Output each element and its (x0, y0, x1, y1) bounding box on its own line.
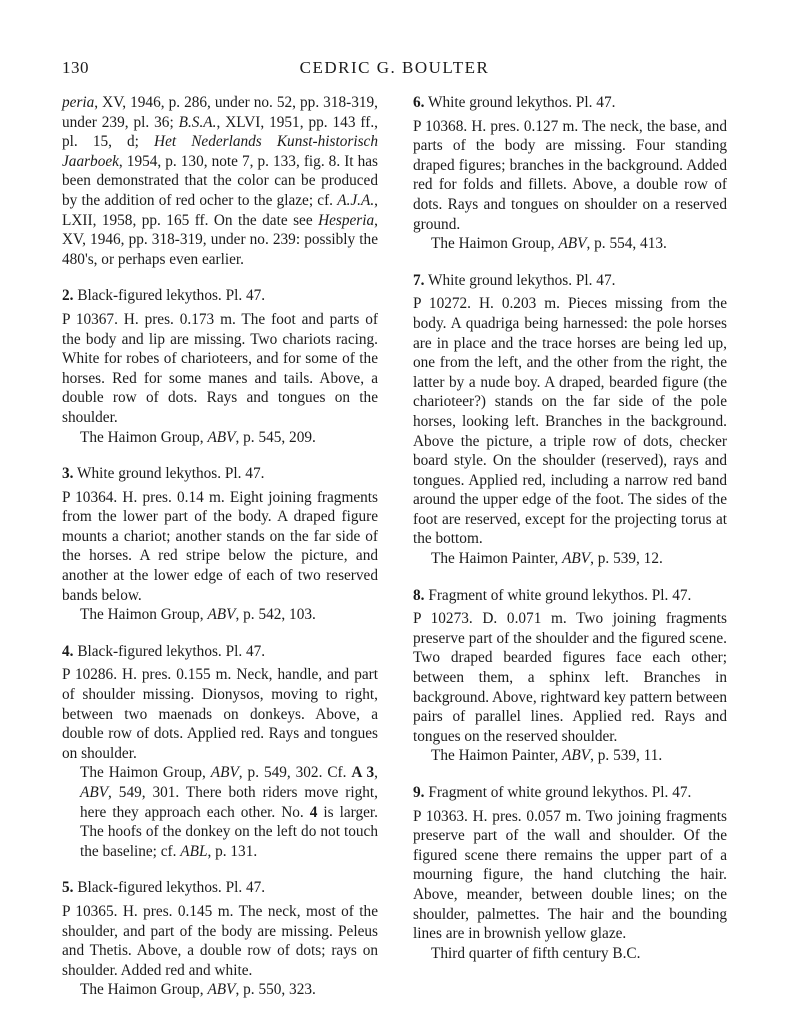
entry-title (413, 586, 727, 606)
catalog-entry-4 (62, 642, 378, 862)
entry-number: 6. (413, 94, 425, 111)
catalog-entry-8 (413, 586, 727, 766)
entry-attribution: The Haimon Group, ABV, p. 542, 103. (80, 606, 316, 624)
entry-description: P 10272. H. 0.203 m. Pieces missing from the body. A quadriga being harnessed: the pole horses are in place and the trace horses are being led up, one from the left, and the other from the right, the latter by a nude boy. A draped, bearded figure (the charioteer?) stands on the far side of the pole horses, looking left. Branches in the background. Above the picture, a triple row of dots, checker board style. On the shoulder (reserved), rays and tongues. Applied red, including a narrow red band around the upper edge of the foot. The sides of the foot are reserved, except for the projecting torus at the bottom. (413, 295, 727, 548)
entry-heading: Black-figured lekythos. Pl. 47. (77, 879, 266, 897)
entry-number: 9. (413, 784, 425, 801)
entry-heading: Black-figured lekythos. Pl. 47. (77, 642, 266, 660)
entry-description: P 10273. D. 0.071 m. Two joining fragments preserve part of the shoulder and the figured scene. Two draped bearded figures face each other; between them, a sphinx left. Branches in background. Above, rightward key pattern between pairs of parallel lines. Applied red. Rays and tongues on the reserved shoulder. (413, 610, 727, 745)
catalog-entry-5 (62, 878, 378, 1000)
intro-journal: Hesperia (318, 211, 375, 229)
entry-description: P 10367. H. pres. 0.173 m. The foot and parts of the body and lip are missing. Two chariots racing. White for robes of charioteers, and for some of the horses. Red for some manes and tails. Above, a double row of dots. Rays and tongues on the shoulder. (62, 310, 378, 426)
entry-title (62, 642, 378, 662)
intro-journal: peria (62, 94, 95, 111)
catalog-entry-7 (413, 271, 727, 569)
entry-title (62, 464, 378, 484)
entry-number: 5. (62, 879, 74, 897)
catalog-entry-6 (413, 93, 727, 254)
intro-journal: B.S.A. (178, 113, 217, 131)
intro-paragraph (62, 93, 378, 269)
entry-heading: White ground lekythos. Pl. 47. (77, 465, 265, 483)
entry-title (413, 93, 727, 113)
entry-heading: White ground lekythos. Pl. 47. (428, 94, 616, 111)
entry-description: P 10368. H. pres. 0.127 m. The neck, the base, and parts of the body are missing. Four standing draped figures; branches in the background. Added red for folds and fillets. Above, a double row of dots. Rays and tongues on shoulder on a reserved ground. (413, 117, 727, 233)
entry-description: P 10363. H. pres. 0.057 m. Two joining fragments preserve part of the wall and shoulder. Of the figured scene there remains the upper part of a mourning figure, the hand clutching the hair. Above, meander, between double lines; on the shoulder, palmettes. The hair and the bounding lines are in brownish yellow glaze. (413, 807, 727, 943)
right-column (413, 93, 727, 980)
entry-description: P 10286. H. pres. 0.155 m. Neck, handle, and part of shoulder missing. Dionysos, moving to right, between two maenads on donkeys. Above, a double row of dots. Applied red. Rays and tongues on shoulder. (62, 666, 378, 762)
entry-attribution: The Haimon Painter, ABV, p. 539, 11. (431, 747, 663, 765)
entry-title (413, 271, 727, 291)
entry-heading: Fragment of white ground lekythos. Pl. 47. (428, 784, 692, 801)
intro-text: , XLVI, 1951, pp. 143 ff., pl. 15, d; (62, 113, 378, 151)
entry-heading: Fragment of white ground lekythos. Pl. 47. (428, 586, 692, 604)
entry-attribution: The Haimon Group, ABV, p. 549, 302. Cf. A 3, ABV, 549, 301. There both riders move right, here they approach each other. No. 4 is larger. The hoofs of the donkey on the left do not touch the baseline; cf. ABL, p. 131. (80, 764, 378, 860)
entry-attribution: The Haimon Group, ABV, p. 550, 323. (80, 981, 316, 999)
intro-text: , XV, 1946, p. 286, under no. 52, pp. 318-319, under 239, pl. 36; (62, 94, 378, 131)
entry-title (413, 783, 727, 803)
entry-number: 3. (62, 465, 74, 483)
catalog-entry-9 (413, 783, 727, 963)
entry-number: 2. (62, 287, 74, 305)
intro-journal: A.J.A. (337, 191, 375, 209)
entry-number: 4. (62, 642, 74, 660)
entry-description: P 10365. H. pres. 0.145 m. The neck, most of the shoulder, and part of the body are missing. Peleus and Thetis. Above, a double row of dots; rays on shoulder. Added red and white. (62, 902, 378, 979)
entry-title (62, 286, 378, 306)
entry-attribution: The Haimon Painter, ABV, p. 539, 12. (431, 550, 663, 568)
running-head: CEDRIC G. BOULTER (299, 58, 490, 77)
entry-number: 7. (413, 271, 425, 289)
entry-attribution: The Haimon Group, ABV, p. 545, 209. (80, 428, 316, 446)
entry-date: Third quarter of fifth century B.C. (431, 944, 641, 962)
intro-text: , LXII, 1958, pp. 165 ff. On the date see (62, 191, 378, 229)
entry-title (62, 878, 378, 898)
intro-journal: Het Nederlands Kunst-historisch Jaarboek (62, 133, 378, 170)
entry-heading: Black-figured lekythos. Pl. 47. (77, 287, 266, 305)
catalog-entry-2 (62, 286, 378, 447)
intro-text: , XV, 1946, pp. 318-319, under no. 239: possibly the 480's, or perhaps even earlier. (62, 211, 378, 268)
page-number: 130 (62, 58, 89, 77)
entry-description: P 10364. H. pres. 0.14 m. Eight joining fragments from the lower part of the body. A draped figure mounts a chariot; another stands on the far side of the horses. A red stripe below the picture, and another at the lower edge of each of two reserved bands below. (62, 488, 378, 604)
catalog-entry-3 (62, 464, 378, 625)
entry-attribution: The Haimon Group, ABV, p. 554, 413. (431, 235, 667, 253)
entry-number: 8. (413, 586, 425, 604)
entry-heading: White ground lekythos. Pl. 47. (428, 271, 616, 289)
left-column (62, 93, 378, 1017)
intro-text: , 1954, p. 130, note 7, p. 133, fig. 8. It has been demonstrated that the color can be produced by the addition of red ocher to the glaze; cf. (62, 152, 378, 209)
